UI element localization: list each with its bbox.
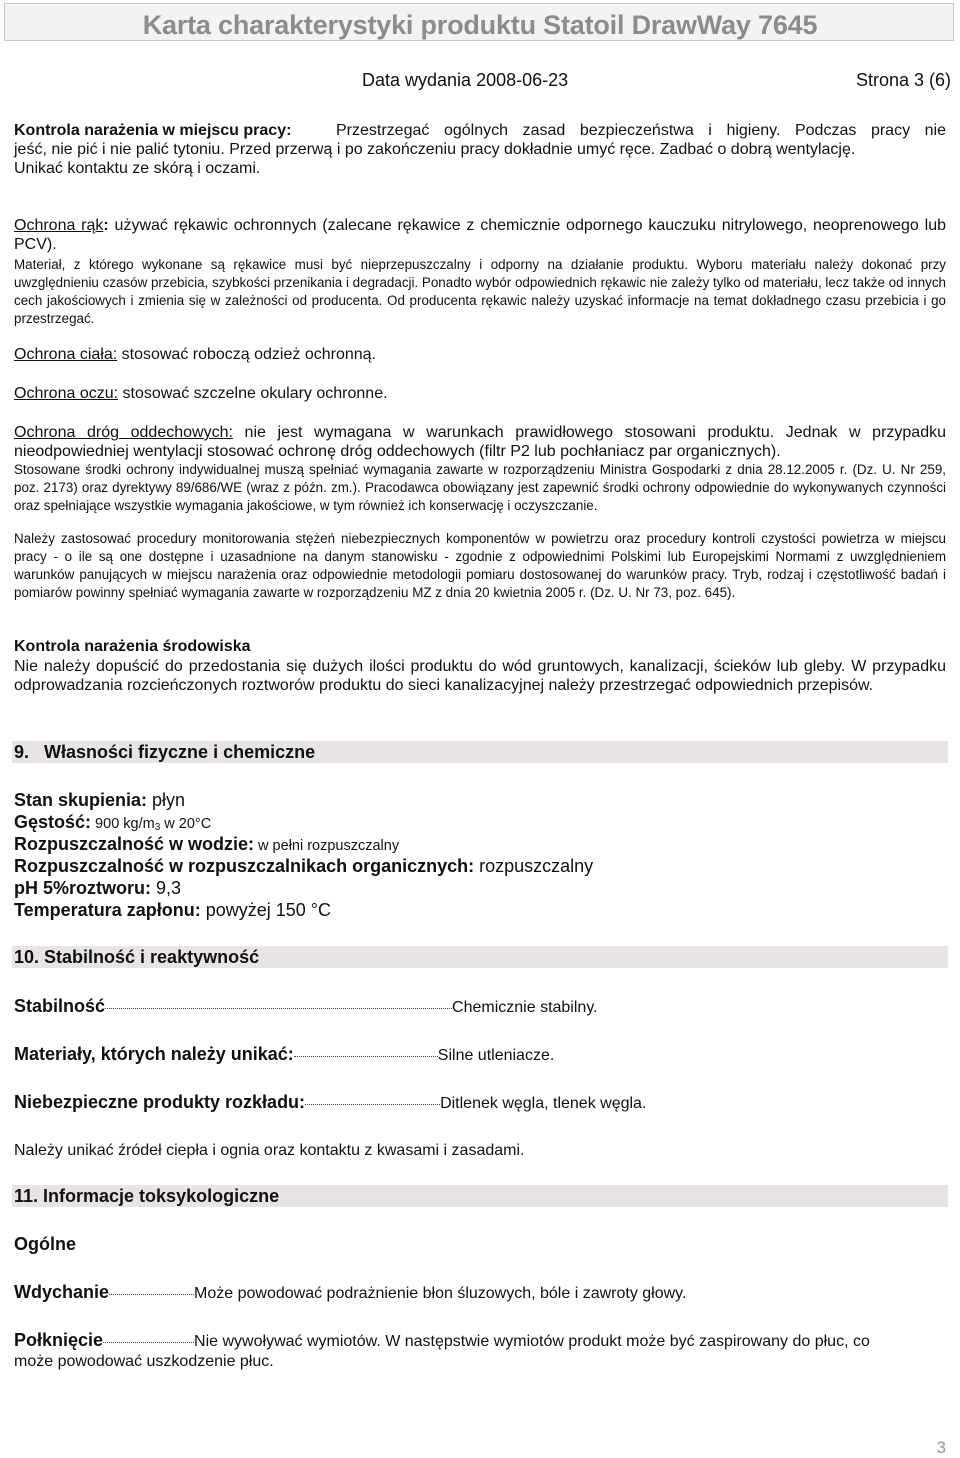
materials-to-avoid-key: Materiały, których należy unikać: <box>14 1044 294 1064</box>
organic-solubility <box>14 856 593 877</box>
leader-dots <box>305 1103 440 1105</box>
decomposition-value: Ditlenek węgla, tlenek węgla. <box>440 1095 647 1112</box>
general-heading: Ogólne <box>14 1234 76 1254</box>
leader-dots <box>103 1341 194 1343</box>
density-value: 900 kg/m <box>91 816 155 832</box>
inhalation-row <box>14 1282 686 1304</box>
water-solubility <box>14 834 399 857</box>
ppe-regulation-note: Stosowane środki ochrony indywidualnej muszą spełniać wymagania zawarte w rozporządzeniu Ministra Gospodarki z dnia 28.12.2005 r. (Dz. U. Nr 259, poz. 2173) oraz dyrektywy 89/686/WE (wraz z późn. zm.). Pracodawca obowiązany jest zapewnić środki ochrony odpowiednie do wykonywanych czynności oraz spełniające wszystkie wymagania jakościowe, w tym również ich konserwację i oczyszczanie. <box>14 462 946 513</box>
environment-text: Nie należy dopuścić do przedostania się dużych ilości produktu do wód gruntowych, kanalizacji, ścieków lub gleby. W przypadku odprowadzania rozcieńczonych roztworów produktu do sieci kanalizacyjnej należy przestrzegać odpowiednich przepisów. <box>14 658 946 694</box>
physical-state <box>14 790 185 811</box>
issue-date: Data wydania 2008-06-23 <box>362 70 569 90</box>
organic-solubility-value: rozpuszczalny <box>474 856 594 876</box>
section-9-bar <box>12 741 948 763</box>
section-10-bar <box>12 946 948 968</box>
ingestion-row <box>14 1330 870 1352</box>
respiratory-protection-text: nie jest wymagana w warunkach prawidłowego stosowani produktu. Jednak w przypadku nieodpowiedniej wentylacji stosować ochronę dróg oddechowych (filtr P2 lub pochłaniacz par organicznych). <box>14 424 946 460</box>
water-solubility-key: Rozpuszczalność w wodzie: <box>14 834 255 854</box>
section-10-heading: 10. Stabilność i reaktywność <box>14 947 260 967</box>
organic-solubility-key: Rozpuszczalność w rozpuszczalnikach organicznych: <box>14 856 475 876</box>
ingestion-value: Nie wywoływać wymiotów. W następstwie wymiotów produkt może być zaspirowany do płuc, co <box>194 1333 870 1350</box>
eye-protection-text: stosować szczelne okulary ochronne. <box>118 385 388 402</box>
workplace-label: Kontrola narażenia w miejscu pracy: <box>14 122 292 139</box>
ph-key: pH 5%roztworu: <box>14 878 151 898</box>
gloves-note: Materiał, z którego wykonane są rękawice musi być nieprzepuszczalny i odporny na działanie produktu. Wyboru materiału należy dokonać przy uwzględnieniu czasów przebicia, szybkości przenikania i degradacji. Ponadto wybór odpowiednich rękawic nie zależy tylko od materiału, lecz także od innych cech jakościowych i zmienia się w zależności od producenta. Od producenta rękawic należy uzyskać informacje na temat dokładnego czasu przebicia i go przestrzegać. <box>14 257 946 326</box>
ingestion-value-continued: może powodować uszkodzenie płuc. <box>14 1353 274 1370</box>
respiratory-protection-label: Ochrona dróg oddechowych: <box>14 424 233 441</box>
body-protection-label: Ochrona ciała: <box>14 346 118 363</box>
materials-to-avoid-value: Silne utleniacze. <box>437 1047 555 1064</box>
density-key: Gęstość: <box>14 812 92 832</box>
body-protection-text: stosować roboczą odzież ochronną. <box>117 346 376 363</box>
workplace-line1: Przestrzegać ogólnych zasad bezpieczeństwa i higieny. Podczas pracy nie <box>336 122 946 139</box>
flash-point-value: powyżej 150 °C <box>200 900 331 920</box>
section-9-heading: 9. Własności fizyczne i chemiczne <box>14 742 316 762</box>
leader-dots <box>109 1293 194 1295</box>
ph-value <box>14 878 181 899</box>
stability-row <box>14 996 598 1018</box>
respiratory-protection <box>14 423 946 461</box>
ingestion-key: Połknięcie <box>14 1330 104 1350</box>
stability-note: Należy unikać źródeł ciepła i ognia oraz kontaktu z kwasami i zasadami. <box>14 1142 525 1159</box>
hand-protection-label: Ochrona rąk <box>14 217 104 234</box>
page-indicator: Strona 3 (6) <box>855 70 951 90</box>
water-solubility-value: w pełni rozpuszczalny <box>254 838 400 854</box>
workplace-control <box>14 121 946 178</box>
physical-state-key: Stan skupienia: <box>14 790 148 810</box>
inhalation-key: Wdychanie <box>14 1282 110 1302</box>
hand-protection-text: używać rękawic ochronnych (zalecane rękawice z chemicznie odpornego kauczuku nitrylowego, neoprenowego lub PCV). <box>14 217 946 253</box>
body-protection <box>14 345 946 364</box>
density-temperature: w 20°C <box>160 816 212 832</box>
decomposition-row <box>14 1092 646 1114</box>
decomposition-key: Niebezpieczne produkty rozkładu: <box>14 1092 306 1112</box>
environment-heading: Kontrola narażenia środowiska <box>14 638 251 655</box>
inhalation-value: Może powodować podrażnienie błon śluzowych, bóle i zawroty głowy. <box>194 1285 687 1302</box>
physical-state-value: płyn <box>147 790 186 810</box>
flash-point-key: Temperatura zapłonu: <box>14 900 201 920</box>
eye-protection-label: Ochrona oczu: <box>14 385 119 402</box>
density-unit-exponent: 3 <box>154 822 161 833</box>
materials-to-avoid-row <box>14 1044 554 1066</box>
document-title: Karta charakterystyki produktu Statoil DrawWay 7645 <box>142 10 818 40</box>
ph-value-text: 9,3 <box>151 878 182 898</box>
section-11-heading: 11. Informacje toksykologiczne <box>14 1186 280 1206</box>
leader-dots <box>105 1007 452 1009</box>
footer-page-number: 3 <box>936 1438 946 1457</box>
workplace-line3: Unikać kontaktu ze skórą i oczami. <box>14 160 261 177</box>
monitoring-note: Należy zastosować procedury monitorowania stężeń niebezpiecznych komponentów w powietrzu oraz procedury kontroli czystości powietrza w miejscu pracy - o ile są one dostępne i uzasadnione na danym stanowisku - zgodnie z odpowiednimi Polskimi lub Europejskimi Normami z uwzględnieniem warunków panujących w miejscu narażenia oraz odpowiednie metodologii pomiaru dostosowanej do warunków pracy. Tryb, rodzaj i częstotliwość badań i pomiarów powinny spełniać wymagania zawarte w rozporządzeniu MZ z dnia 20 kwietnia 2005 r. (Dz. U. Nr 73, poz. 645). <box>14 531 946 600</box>
hand-protection <box>14 216 946 254</box>
title-banner <box>4 3 954 41</box>
stability-key: Stabilność <box>14 996 106 1016</box>
hand-protection-colon: : <box>103 217 109 234</box>
section-11-bar <box>12 1185 948 1207</box>
eye-protection <box>14 384 946 403</box>
flash-point <box>14 900 331 921</box>
leader-dots <box>294 1055 438 1057</box>
workplace-line2: jeść, nie pić i nie palić tytoniu. Przed przerwą i po zakończeniu pracy dokładnie umyć ręce. Zadbać o dobrą wentylację. <box>14 141 856 158</box>
stability-value: Chemicznie stabilny. <box>452 999 598 1016</box>
